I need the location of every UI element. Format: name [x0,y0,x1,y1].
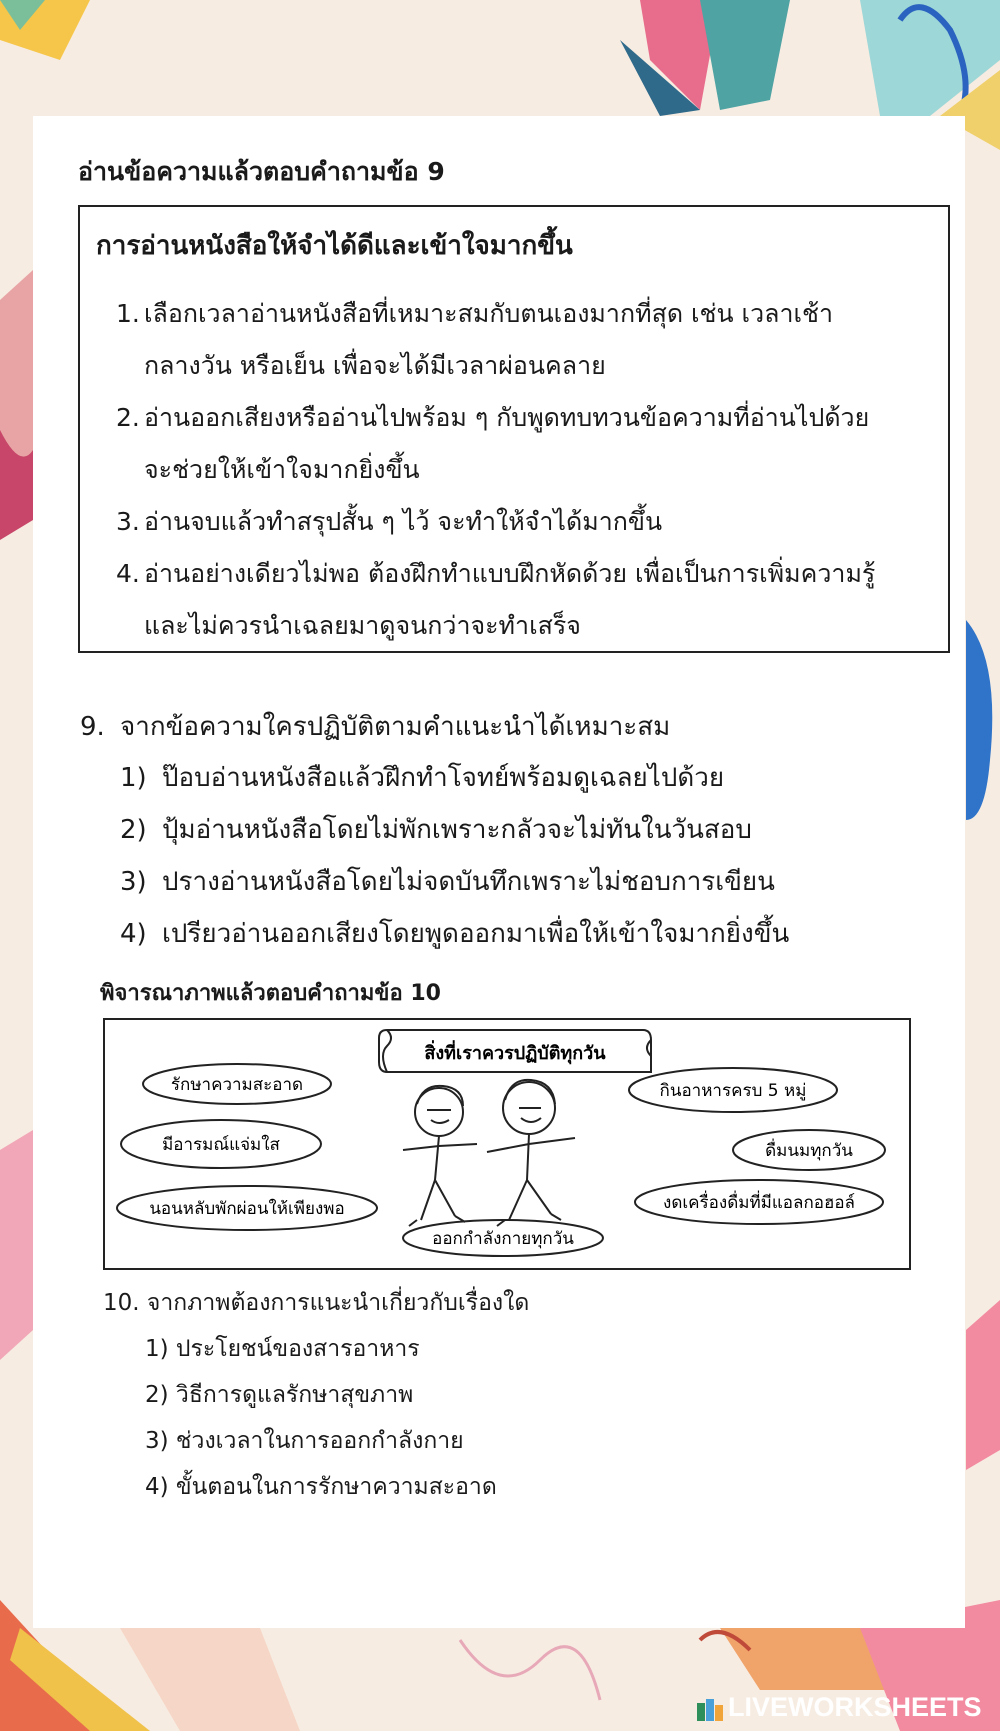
answer-option[interactable] [80,752,940,804]
passage-item-line: อ่านออกเสียงหรืออ่านไปพร้อม ๆ กับพูดทบทวนข้อความที่อ่านไปด้วย [144,403,870,432]
habit-oval [143,1064,331,1104]
option-number: 4) [120,919,147,949]
habit-oval-text: ดื่มนมทุกวัน [765,1141,853,1161]
passage-item-line: กลางวัน หรือเย็น เพื่อจะได้มีเวลาผ่อนคลาย [144,351,606,380]
option-number: 3) [120,867,147,897]
passage-item [96,288,928,392]
question-10 [103,1280,903,1510]
habit-oval [117,1186,377,1230]
passage-item [96,496,928,548]
habit-oval [403,1220,603,1256]
answer-option[interactable]: 3) ช่วงเวลาในการออกกำลังกาย [145,1428,464,1454]
passage-item-number: 2. [116,403,140,432]
habit-oval-text: ออกกำลังกายทุกวัน [432,1229,574,1249]
liveworksheets-brand[interactable]: LIVEWORKSHEETS [728,1692,982,1722]
passage-item-line: เลือกเวลาอ่านหนังสือที่เหมาะสมกับตนเองมากที่สุด เช่น เวลาเช้า [144,299,834,328]
option-text: ปุ้มอ่านหนังสือโดยไม่พักเพราะกลัวจะไม่ทันในวันสอบ [162,815,752,845]
passage-item-line: และไม่ควรนำเฉลยมาดูจนกว่าจะทำเสร็จ [144,611,581,640]
passage-title: การอ่านหนังสือให้จำได้ดีและเข้าใจมากขึ้น [96,231,573,261]
question-9-stem [80,702,940,752]
walking-people-illustration [403,1080,575,1226]
answer-option[interactable] [80,856,940,908]
question-number: 9. [80,712,105,742]
option-number: 2) [120,815,147,845]
question-10-stem: 10. จากภาพต้องการแนะนำเกี่ยวกับเรื่องใด [103,1290,530,1316]
passage-item-number: 4. [116,559,140,588]
habit-oval [629,1068,837,1112]
health-picture-box [103,1018,911,1270]
question-text: จากข้อความใครปฏิบัติตามคำแนะนำได้เหมาะสม [120,712,671,742]
option-text: ปรางอ่านหนังสือโดยไม่จดบันทึกเพราะไม่ชอบการเขียน [162,867,775,897]
passage-item-line: จะช่วยให้เข้าใจมากยิ่งขึ้น [144,455,420,484]
habit-oval-text: รักษาความสะอาด [170,1075,304,1095]
habit-oval-text: งดเครื่องดื่มที่มีแอลกอฮอล์ [663,1193,855,1213]
answer-option[interactable]: 4) ขั้นตอนในการรักษาความสะอาด [145,1474,497,1500]
habit-oval [121,1120,321,1168]
answer-option[interactable]: 2) วิธีการดูแลรักษาสุขภาพ [145,1382,414,1408]
passage-item [96,548,928,652]
answer-option[interactable] [80,908,940,960]
passage-instruction: อ่านข้อความแล้วตอบคำถามข้อ 9 [78,157,445,186]
answer-option[interactable] [80,804,940,856]
question-9 [80,702,940,960]
habit-oval [733,1130,885,1170]
passage-item-line: อ่านจบแล้วทำสรุปสั้น ๆ ไว้ จะทำให้จำได้มากขึ้น [144,507,663,536]
picture-instruction: พิจารณาภาพแล้วตอบคำถามข้อ 10 [100,981,441,1006]
option-number: 1) [120,763,147,793]
banner-scroll [379,1030,651,1072]
reading-passage-box [78,205,950,653]
habit-oval-text: มีอารมณ์แจ่มใส [162,1135,280,1155]
health-illustration [105,1020,909,1268]
passage-item-line: อ่านอย่างเดียวไม่พอ ต้องฝึกทำแบบฝึกหัดด้วย เพื่อเป็นการเพิ่มความรู้ [144,559,876,588]
habit-oval-text: กินอาหารครบ 5 หมู่ [659,1081,807,1101]
passage-item-number: 1. [116,299,140,328]
option-text: ป๊อบอ่านหนังสือแล้วฝึกทำโจทย์พร้อมดูเฉลยไปด้วย [162,763,725,793]
banner-text: สิ่งที่เราควรปฏิบัติทุกวัน [424,1043,606,1064]
passage-item [96,392,928,496]
option-text: เปรียวอ่านออกเสียงโดยพูดออกมาเพื่อให้เข้าใจมากยิ่งขึ้น [162,919,790,949]
passage-item-number: 3. [116,507,140,536]
habit-oval [635,1180,883,1224]
answer-option[interactable]: 1) ประโยชน์ของสารอาหาร [145,1336,420,1362]
habit-oval-text: นอนหลับพักผ่อนให้เพียงพอ [149,1199,345,1219]
liveworksheets-logo-icon [695,1697,725,1723]
